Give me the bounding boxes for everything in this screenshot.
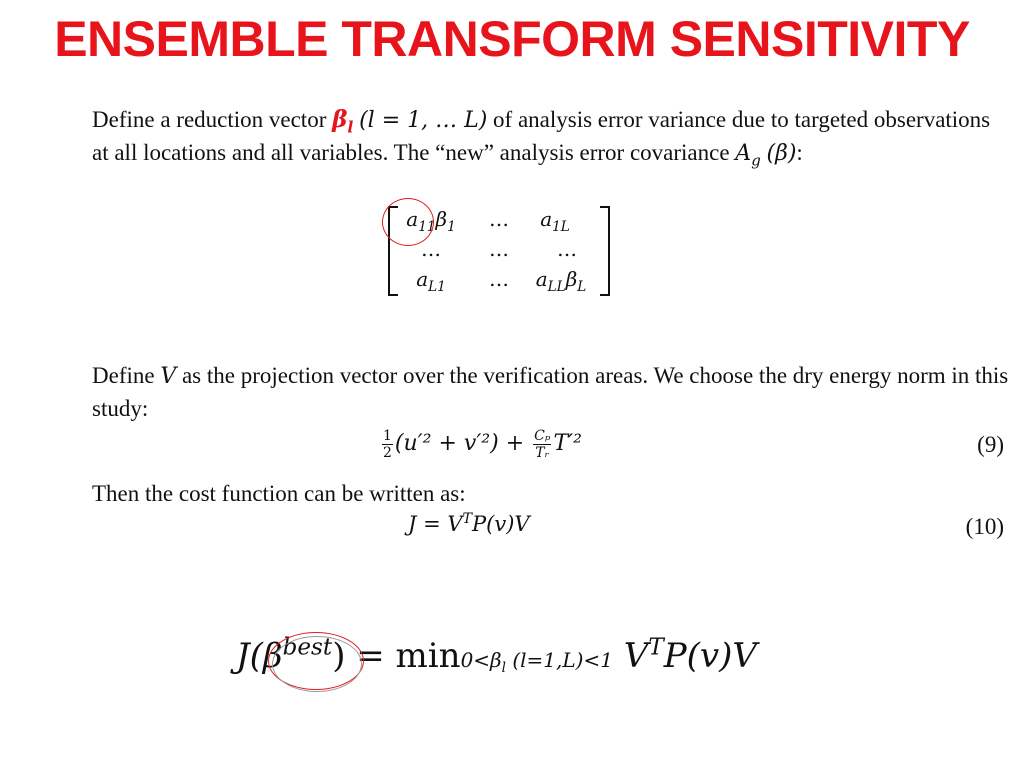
V-symbol: V (160, 364, 177, 389)
projection-paragraph (12, 360, 1012, 425)
equation-10 (0, 510, 1024, 550)
para2-text-b: as the projection vector over the verification areas. We choose the dry energy norm in this study: (92, 363, 1009, 421)
A-argument: (β) (766, 141, 797, 166)
index-range: (l = 1, … L) (359, 108, 488, 133)
matrix-cell-r2c1: … (421, 237, 441, 261)
equation-9 (0, 428, 1024, 468)
highlight-circle-best-shadow (272, 636, 362, 692)
matrix-cell-r3c1: $a_{L1}$ (416, 267, 446, 295)
matrix-cell-r1c1: $a_{11}\beta_1$ (406, 207, 456, 235)
cp-over-tr-fraction: $\frac{\text{Cₚ}}{\text{Tᵣ}}$ (534, 428, 551, 461)
matrix-cell-r2c2: … (489, 237, 509, 261)
para2-text-a: Define (92, 363, 161, 388)
matrix-cell-r1c2: … (489, 207, 509, 231)
intro-paragraph (12, 104, 1012, 170)
matrix-cell-r3c2: … (489, 267, 509, 291)
cost-function-intro: Then the cost function can be written as: (92, 481, 466, 506)
cost-function-formula: $J = V^TP(v)V$ (408, 511, 530, 536)
energy-norm-formula: $\frac{1}{2}$ (u′² + v′²) + $\frac{\text{Cₚ}}{\text{Tᵣ}}$ T′² (383, 428, 582, 461)
matrix-cell-r1c3: $a_{1L}$ (540, 207, 570, 235)
para1-text-a: Define a reduction vector (92, 107, 333, 132)
matrix-cell-r3c3: $a_{LL}\beta_L$ (535, 267, 587, 295)
highlight-circle-matrix (382, 198, 434, 246)
slide-title: ENSEMBLE TRANSFORM SENSITIVITY (54, 11, 970, 67)
colon: : (796, 140, 803, 165)
beta-l-symbol: $\beta_l$ (332, 106, 354, 137)
one-half-fraction: $\frac{1}{2}$ (383, 428, 392, 461)
A-symbol: $A_g$ (735, 141, 761, 170)
optimal-beta-equation: $J(\beta^{best}) = \min 0<\beta_l$ (l=1,L)<1 $V^TP(v)V$ (236, 634, 757, 676)
equation-number-10: (10) (965, 514, 1004, 539)
para1-text-b: of analysis error variance due to targeted observations at all locations and all variables. The “new” analysis error covariance (92, 107, 991, 165)
matrix-cell-r2c3: … (557, 237, 577, 261)
equation-number-9: (9) (977, 432, 1004, 457)
